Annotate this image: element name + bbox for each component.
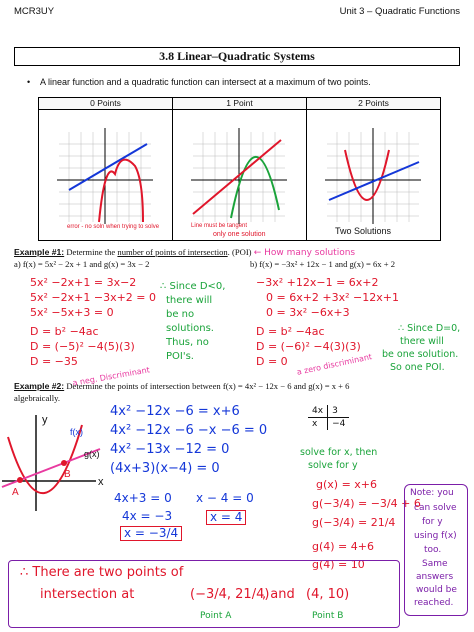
work-b-line-4: D = b² −4ac (256, 325, 325, 338)
parabola-curve (345, 150, 389, 200)
note-b-1: ∴ Since D=0, (398, 323, 461, 334)
tangent-parabola-curve (231, 157, 279, 218)
graph-cell-0 (39, 110, 173, 241)
work-b-line-2: 0 = 6x+2 +3x² −12x+1 (266, 291, 399, 304)
note-a-2: there will (166, 295, 213, 306)
conclusion-line-1: ∴ There are two points of (20, 565, 184, 580)
sketch-a-label: A (12, 487, 19, 498)
side-note-8: would be (416, 585, 457, 595)
graph-cell-2 (307, 110, 441, 241)
column-header-0-points: 0 Points (39, 98, 173, 110)
work-b-line-3: 0 = 3x² −6x+3 (266, 306, 350, 319)
side-note-9: reached. (414, 598, 454, 608)
side-note-7: answers (416, 572, 454, 582)
work-b-line-6: D = 0 (256, 355, 288, 368)
conclusion-point-a: (−3/4, 21/4) (190, 587, 270, 602)
work2-line-3: 4x² −13x −12 = 0 (110, 442, 230, 457)
factor-box-cell: x (308, 418, 328, 431)
work2-line-2: 4x² −12x −6 −x −6 = 0 (110, 423, 268, 438)
example1-part-a: a) f(x) = 5x² − 2x + 1 and g(x) = 3x − 2 (14, 259, 150, 269)
note-a-3: be no (166, 309, 195, 320)
tag-neg-discriminant: a neg. Discriminant (71, 365, 151, 388)
poi-table (38, 97, 441, 241)
g-work-1: g(x) = x+6 (316, 478, 378, 491)
note-b-3: be one solution. (382, 349, 459, 360)
note-b-2: there will (400, 336, 444, 347)
column-header-2-points: 2 Points (307, 98, 441, 110)
example2-label: Example #2: (14, 381, 65, 391)
factor-box-cell: −4 (332, 419, 346, 429)
work2-line-1: 4x² −12x −6 = x+6 (110, 404, 240, 419)
work2-line-5: 4x+3 = 0 (114, 491, 172, 505)
graph-2-points (307, 110, 440, 240)
plan-line-2: solve for y (308, 460, 358, 471)
note-a-4: solutions. (166, 323, 214, 334)
plan-line-1: solve for x, then (300, 447, 378, 458)
conclusion-and: , and (262, 587, 295, 602)
factor-box-cell: 4x (308, 405, 328, 418)
sketch-x-label: x (98, 476, 104, 488)
tag-zero-discriminant: a zero discriminant (295, 352, 373, 377)
example2-prompt (14, 381, 349, 392)
work-a-line-4: D = b² −4ac (30, 325, 99, 338)
column-header-1-point: 1 Point (173, 98, 307, 110)
work-a-line-2: 5x² −2x+1 −3x+2 = 0 (30, 291, 157, 304)
page-title: 3.8 Linear–Quadratic Systems (14, 47, 460, 66)
point-a-tag: Point A (200, 611, 232, 621)
note-tangent: Line must be tangent (191, 223, 248, 229)
side-note-2: can solve (414, 503, 457, 513)
work2-answer-x1: x = −3/4 (120, 526, 182, 541)
work-b-line-1: −3x² +12x−1 = 6x+2 (256, 276, 379, 289)
side-note-3: for y (422, 517, 443, 527)
example1-part-b: b) f(x) = −3x² + 12x − 1 and g(x) = 6x + 2 (250, 259, 396, 269)
point-b-marker (61, 460, 67, 466)
example2-prompt-text: Determine the points of intersection between f(x) = 4x² − 12x − 6 and g(x) = x + 6 (66, 381, 350, 391)
example1-annotation: ← How many solutions (253, 248, 356, 258)
work2-answer-x2: x = 4 (206, 510, 246, 525)
example2-prompt-line-2: algebraically. (14, 393, 60, 403)
tangent-line (193, 140, 281, 214)
g-work-5: g(4) = 10 (312, 558, 365, 571)
note-a-1: ∴ Since D<0, (160, 281, 226, 292)
graph-1-point (173, 110, 306, 240)
example2-sketch-graph (0, 405, 110, 515)
header-unit-title: Unit 3 – Quadratic Functions (339, 6, 460, 17)
conclusion-line-2: intersection at (40, 587, 135, 602)
work-a-line-3: 5x² −5x+3 = 0 (30, 306, 114, 319)
example1-prompt-prefix: Determine the (66, 247, 116, 257)
g-work-3: g(−3/4) = 21/4 (312, 516, 396, 529)
work2-line-8: x − 4 = 0 (196, 491, 254, 505)
sketch-b-label: B (64, 469, 71, 480)
graph-0-points (39, 110, 172, 240)
side-note-1: Note: you (410, 488, 454, 498)
sketch-y-label: y (42, 414, 48, 426)
work-b-line-5: D = (−6)² −4(3)(3) (256, 340, 361, 353)
factor-box (308, 405, 349, 430)
g-work-2: g(−3/4) = −3/4 + 6 (312, 497, 421, 510)
note-a-6: POI's. (166, 351, 194, 362)
point-a-marker (17, 477, 23, 483)
side-note-6: Same (422, 559, 448, 569)
work-a-line-1: 5x² −2x+1 = 3x−2 (30, 276, 137, 289)
header-course-code: MCR3UY (14, 6, 55, 17)
factor-box-cell: 3 (328, 405, 350, 418)
example1-prompt-emphasis: number of points of intersection (117, 247, 228, 257)
graph-cell-1 (173, 110, 307, 241)
note-two-solutions: Two Solutions (335, 226, 392, 236)
bullet-point: • A linear function and a quadratic function can intersect at a maximum of two points. (40, 77, 371, 87)
sketch-f-label: f(x) (70, 427, 83, 437)
work-a-line-6: D = −35 (30, 355, 78, 368)
note-one-solution: only one solution (213, 231, 266, 238)
example1-label: Example #1: (14, 247, 65, 257)
note-error: error - no soln when trying to solve (67, 224, 160, 230)
point-b-tag: Point B (312, 611, 344, 621)
side-note-4: using f(x) (414, 531, 457, 541)
conclusion-point-b: (4, 10) (306, 587, 350, 602)
g-work-4: g(4) = 4+6 (312, 540, 374, 553)
side-note-5: too. (424, 545, 442, 555)
sketch-g-label: g(x) (84, 449, 100, 459)
work2-line-6: 4x = −3 (122, 509, 173, 523)
note-a-5: Thus, no (166, 337, 209, 348)
work2-line-4: (4x+3)(x−4) = 0 (110, 461, 220, 476)
note-b-4: So one POI. (390, 362, 445, 373)
work-a-line-5: D = (−5)² −4(5)(3) (30, 340, 135, 353)
example1-prompt-suffix: . (POI) (227, 247, 252, 257)
